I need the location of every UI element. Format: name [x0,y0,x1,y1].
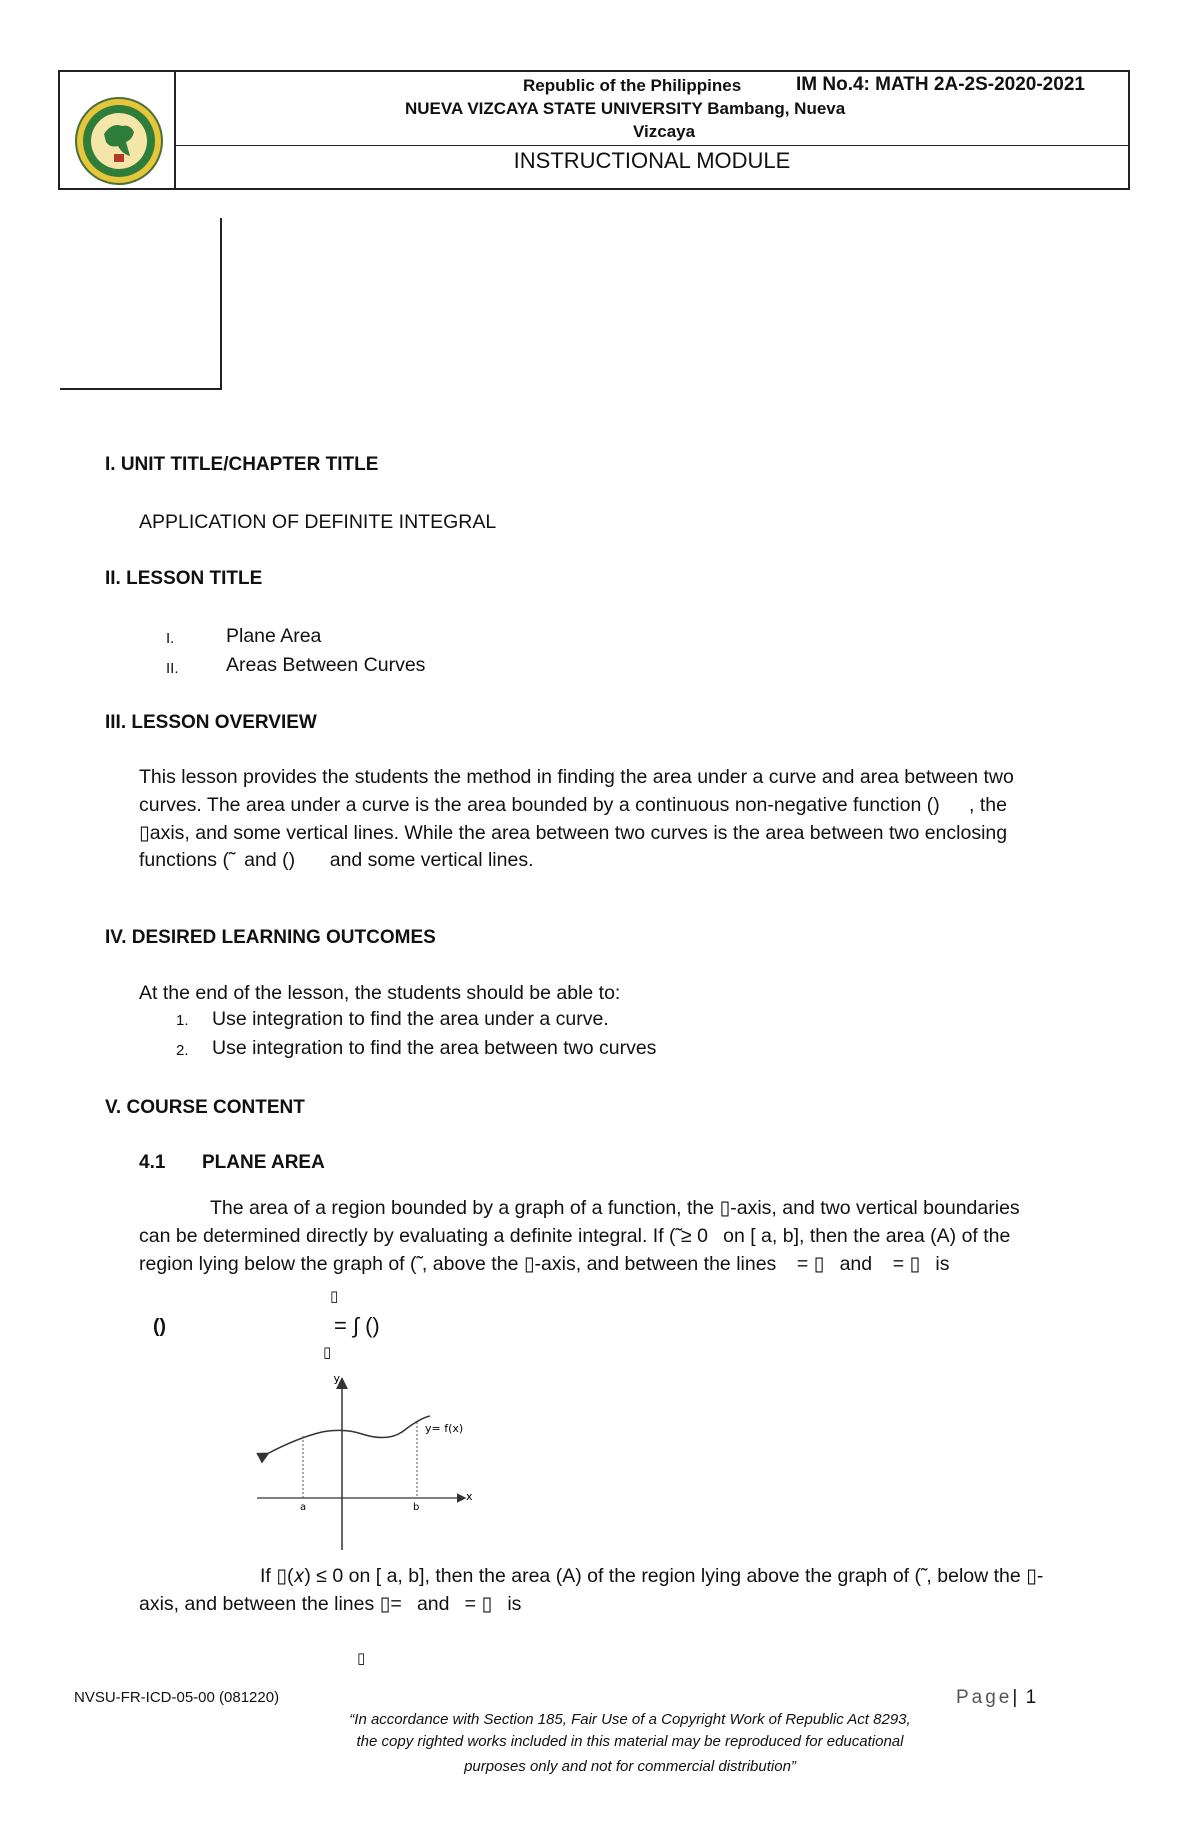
overview-line: curves. The area under a curve is the area bounded by a continuous non-negative function () , the [139,793,1007,816]
overview-line: functions (̃ and () and some vertical lines. [139,849,534,872]
lesson-title-heading: II. LESSON TITLE [105,568,263,589]
curve-label: y= f(x) [425,1422,464,1435]
overview-line: ▯axis, and some vertical lines. While the area between two curves is the area between two enclosing [139,821,1008,844]
lesson-num-1: I. [166,630,175,647]
province-name: Vizcaya [633,122,696,141]
formula-upper-limit: ▯ [330,1288,339,1305]
lesson-num-2: II. [166,660,179,677]
lesson-item-2: Areas Between Curves [226,654,426,676]
plane-area-paragraph [139,1195,1142,1278]
form-code: NVSU-FR-ICD-05-00 (081220) [74,1689,280,1706]
outcome-item-2: Use integration to find the area between two curves [212,1037,657,1059]
overview-line: This lesson provides the students the method in finding the area under a curve and area between two [139,766,1014,788]
university-name: NUEVA VIZCAYA STATE UNIVERSITY Bambang, Nueva [405,99,846,118]
formula-lower-limit: ▯ [323,1344,332,1361]
copyright-notice-line: the copy righted works included in this material may be reproduced for educational [356,1733,904,1750]
unit-title-heading: I. UNIT TITLE/CHAPTER TITLE [105,454,379,475]
outcomes-heading: IV. DESIRED LEARNING OUTCOMES [105,927,436,948]
formula-left: () [153,1315,166,1337]
curve-f [267,1416,430,1454]
outcome-num-1: 1. [176,1012,189,1029]
unit-title: APPLICATION OF DEFINITE INTEGRAL [139,511,497,533]
lesson-item-1: Plane Area [226,625,322,647]
overview-paragraph [139,764,1142,875]
copyright-notice-line: “In accordance with Section 185, Fair Use of a Copyright Work of Republic Act 8293, [349,1711,911,1728]
outcomes-intro: At the end of the lesson, the students should be able to: [139,982,621,1004]
page-separator: | [1012,1687,1018,1708]
outcome-num-2: 2. [176,1042,189,1059]
plane-area-line: region lying below the graph of (̃ , above the ▯-axis, and between the lines = ▯ and = ▯ is [139,1252,950,1275]
outcome-item-1: Use integration to find the area under a curve. [212,1008,609,1030]
page-number: 1 [1025,1687,1037,1708]
course-content-heading: V. COURSE CONTENT [105,1097,305,1118]
formula2-upper-limit: ▯ [357,1650,366,1667]
corner-box [60,218,222,390]
im-number: IM No.4: MATH 2A-2S-2020-2021 [796,74,1085,95]
header-row [176,72,1128,146]
plane-area-line: The area of a region bounded by a graph of a function, the ▯-axis, and two vertical boundaries [210,1197,1020,1219]
a-label: a [300,1502,307,1513]
subsection-title: PLANE AREA [202,1152,325,1173]
university-seal-icon [74,96,164,186]
second-case-line: If ▯(𝑥) ≤ 0 on [ a, b], then the area (A) of the region lying above the graph of (̃ , below the ▯- [260,1565,1044,1587]
second-case-line: axis, and between the lines ▯= and = ▯ is [139,1592,522,1615]
header-table [58,70,1130,190]
page-word: Page [956,1687,1013,1708]
area-under-curve-graph [252,1370,482,1550]
republic-text: Republic of the Philippines [523,76,742,95]
copyright-notice-line: purposes only and not for commercial distribution” [464,1758,796,1775]
module-type: INSTRUCTIONAL MODULE [513,148,791,173]
page-indicator [956,1687,1036,1709]
subsection-number: 4.1 [139,1152,166,1173]
overview-heading: III. LESSON OVERVIEW [105,712,317,733]
plane-area-line: can be determined directly by evaluating a definite integral. If (̃ ≥ 0 on [ a, b], then the area (A) of the [139,1224,1011,1247]
y-axis-label: y [333,1372,340,1385]
b-label: b [413,1502,420,1513]
formula-main: = ∫ () [334,1313,380,1338]
logo-cell [60,72,176,188]
x-axis-label: x [466,1490,473,1503]
second-case-paragraph [139,1563,1142,1619]
header-title-cell [176,72,1128,188]
